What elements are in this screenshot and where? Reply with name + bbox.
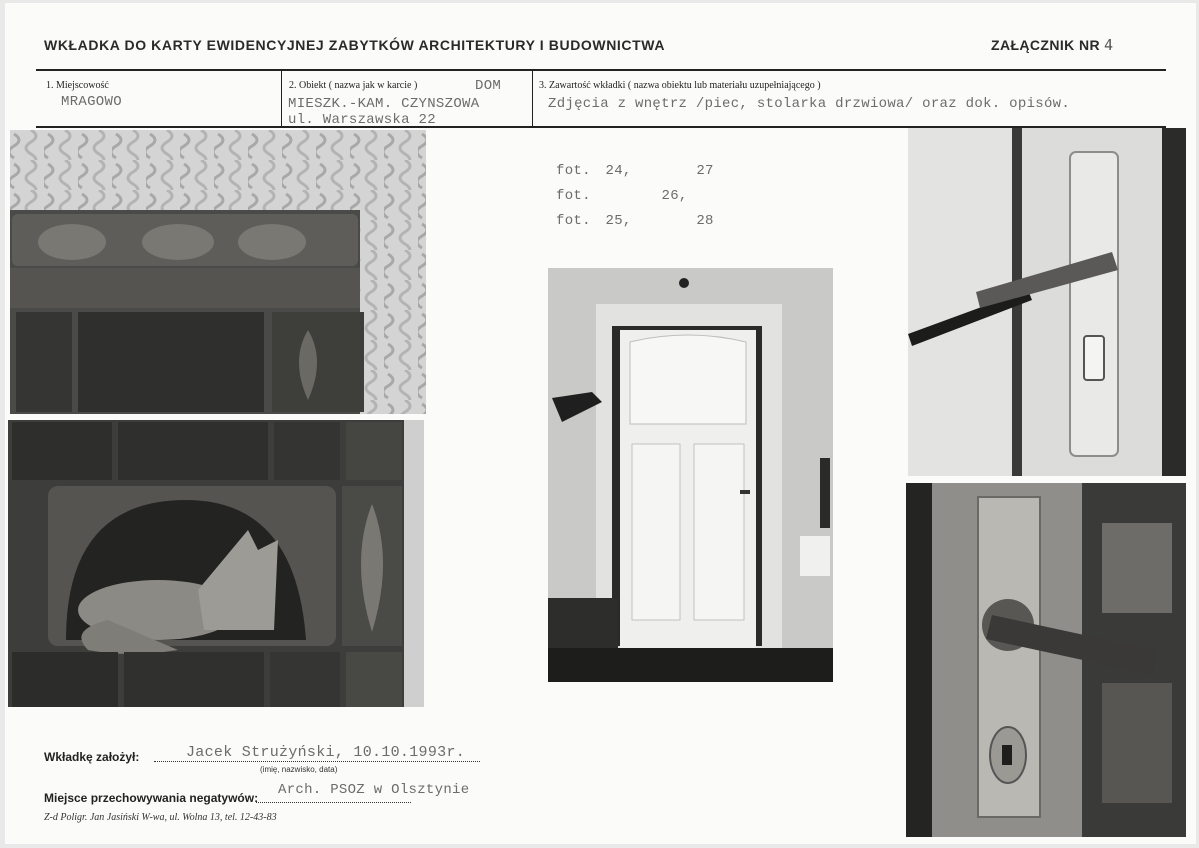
negatives-label: Miejsce przechowywania negatywów: bbox=[44, 791, 259, 805]
photo-ref-number: 25, bbox=[605, 213, 632, 229]
photo-ref-prefix: fot. bbox=[556, 163, 591, 179]
author-value: Jacek Strużyński, 10.10.1993r. bbox=[186, 744, 466, 761]
negatives-dots bbox=[256, 802, 411, 803]
header-rule-top bbox=[36, 69, 1166, 71]
object-value-line2: MIESZK.-KAM. CZYNSZOWA bbox=[288, 96, 480, 112]
author-dots bbox=[154, 761, 480, 762]
stove-top-image bbox=[10, 130, 426, 414]
photo-handle-top bbox=[908, 128, 1186, 476]
handle-bottom-image bbox=[906, 483, 1186, 837]
author-hint: (imię, nazwisko, data) bbox=[260, 765, 338, 774]
photo-ref-number: 24, bbox=[605, 163, 632, 179]
photo-ref-number: 28 bbox=[696, 213, 714, 229]
locality-value: MRAGOWO bbox=[61, 94, 122, 110]
field-divider-1 bbox=[281, 70, 282, 127]
photo-stove-fox bbox=[8, 420, 424, 707]
negatives-value: Arch. PSOZ w Olsztynie bbox=[278, 782, 470, 798]
printer-imprint: Z-d Poligr. Jan Jasiński W-wa, ul. Wolna 13, tel. 12-43-83 bbox=[44, 812, 277, 823]
author-label: Wkładkę założył: bbox=[44, 750, 140, 764]
photo-ref-line3 bbox=[556, 213, 714, 229]
annex-label: ZAŁĄCZNIK NR bbox=[991, 37, 1101, 53]
photo-ref-prefix: fot. bbox=[556, 188, 591, 204]
stove-fox-image bbox=[8, 420, 424, 707]
photo-ref-prefix: fot. bbox=[556, 213, 591, 229]
contents-value: Zdjęcia z wnętrz /piec, stolarka drzwiowa/ oraz dok. opisów. bbox=[548, 96, 1071, 112]
object-value-line1: DOM bbox=[475, 78, 502, 94]
object-value-line3: ul. Warszawska 22 bbox=[288, 112, 436, 128]
field-divider-2 bbox=[532, 70, 533, 127]
photo-ref-line2 bbox=[556, 188, 688, 204]
annex-value: 4 bbox=[1104, 36, 1114, 54]
door-image bbox=[548, 268, 833, 682]
object-label: 2. Obiekt ( nazwa jak w karcie ) bbox=[289, 80, 418, 91]
photo-handle-bottom bbox=[906, 483, 1186, 837]
locality-label: 1. Miejscowość bbox=[46, 80, 109, 91]
handle-top-image bbox=[908, 128, 1186, 476]
photo-stove-top bbox=[10, 130, 426, 414]
photo-ref-number: 26, bbox=[661, 188, 688, 204]
annex-number bbox=[991, 36, 1113, 54]
card-title: WKŁADKA DO KARTY EWIDENCYJNEJ ZABYTKÓW ARCHITEKTURY I BUDOWNICTWA bbox=[44, 37, 666, 53]
photo-door bbox=[548, 268, 833, 682]
photo-ref-number: 27 bbox=[696, 163, 714, 179]
contents-label: 3. Zawartość wkładki ( nazwa obiektu lub materiału uzupełniającego ) bbox=[539, 80, 821, 91]
photo-ref-line1 bbox=[556, 163, 714, 179]
